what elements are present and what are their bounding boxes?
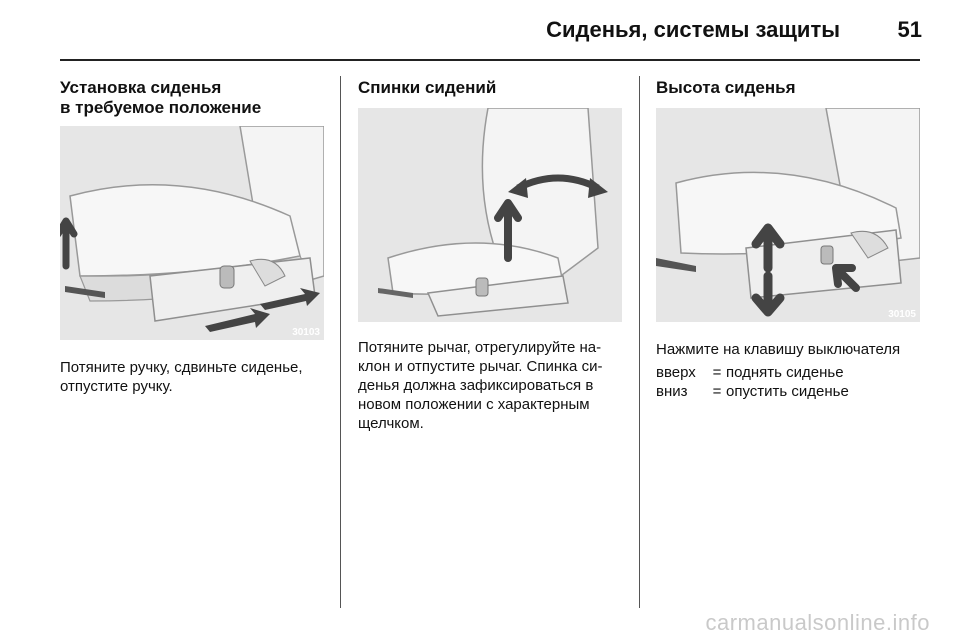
seat-slide-illustration [60,126,324,340]
seat-position-text: Потяните ручку, сдвиньте сиденье, отпустите ручку. [60,359,303,395]
seat-height-illustration [656,108,920,322]
page-header [0,0,960,60]
definition-row: вниз = опустить сиденье [656,383,849,400]
figure-seat-slide [60,126,324,340]
section-title: Сиденья, системы защиты [546,17,840,42]
header-rule [60,59,920,61]
column-seat-position [60,78,324,396]
page-number: 51 [897,17,922,42]
backrest-illustration [358,108,622,322]
seat-height-definitions [656,363,849,401]
column-divider-2 [639,76,640,608]
figure-seat-height [656,108,920,322]
watermark: carmanualsonline.info [705,610,930,635]
figure-backrest [358,108,622,322]
column-seat-backrest [358,78,622,433]
figure-code: 30103 [292,327,320,338]
column-divider-1 [340,76,341,608]
heading-seat-height: Высота сиденья [656,78,796,97]
definition-row: вверх = поднять сиденье [656,364,844,381]
backrest-text: Потяните рычаг, отрегулируйте на-клон и отпустите рычаг. Спинка си-денья должна зафиксироваться в новом положении с характерным щелчком. [358,339,603,432]
figure-code: 30105 [888,309,916,320]
seat-height-text: Нажмите на клавишу выключателя [656,341,901,358]
heading-seat-position: Установка сиденья в требуемое положение [60,78,262,117]
heading-backrest: Спинки сидений [358,78,497,97]
column-seat-height [656,78,920,401]
